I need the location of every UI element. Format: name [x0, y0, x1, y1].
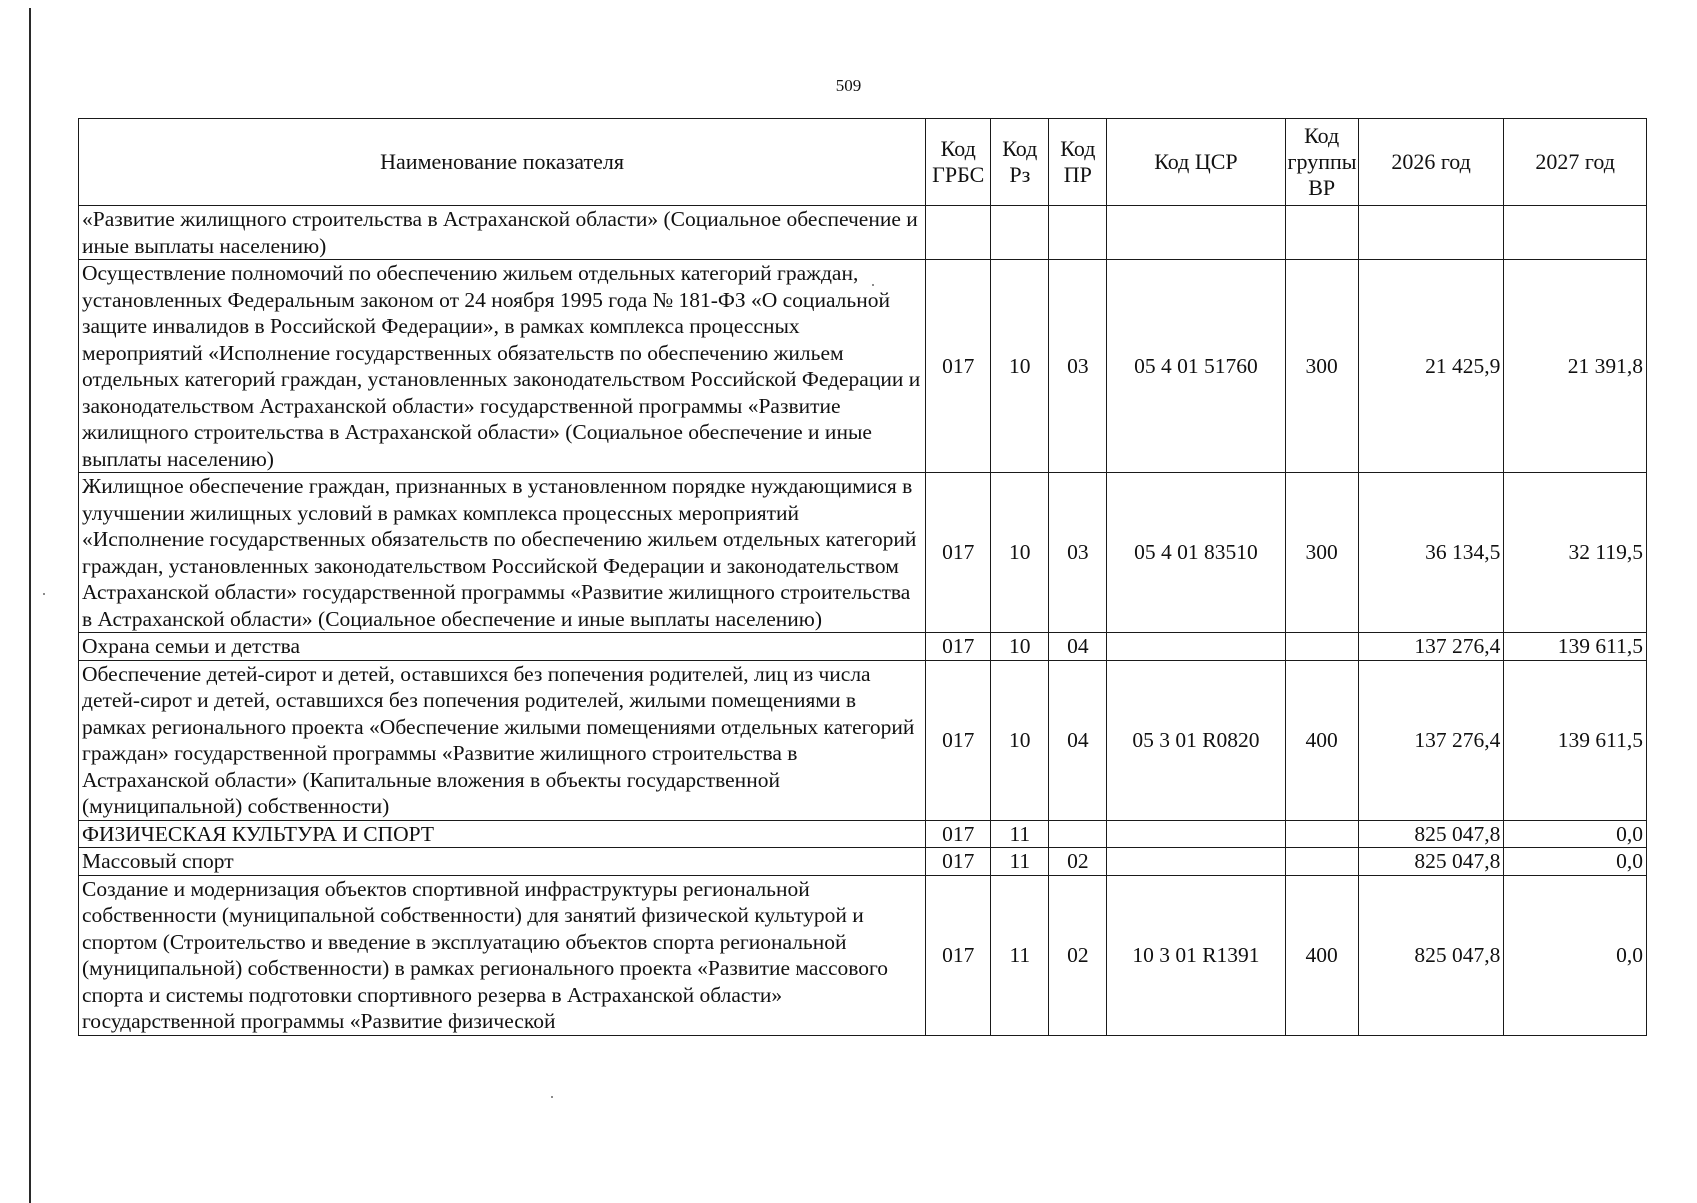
row-grbs: 017: [926, 660, 991, 820]
table-row: [79, 260, 1647, 473]
table-row: [79, 473, 1647, 633]
row-vr: 300: [1285, 473, 1358, 633]
row-rz: 10: [991, 473, 1049, 633]
row-grbs: [926, 206, 991, 260]
row-grbs: 017: [926, 260, 991, 473]
row-rz: 11: [991, 875, 1049, 1035]
row-rz: 10: [991, 633, 1049, 661]
row-grbs: 017: [926, 875, 991, 1035]
header-vr: Код группы ВР: [1285, 119, 1358, 206]
row-rz: 11: [991, 820, 1049, 848]
table-header-row: [79, 119, 1647, 206]
row-2026: 825 047,8: [1358, 875, 1504, 1035]
row-name: Создание и модернизация объектов спортивной инфраструктуры региональной собственности (муниципальной собственности) для занятий физической культурой и спортом (Строительство и введение в эксплуатацию объектов спорта региональной (муниципальной) собственности) в рамках регионального проекта «Развитие массового спорта и системы подготовки спортивного резерва в Астраханской области» государственной программы «Развитие физической: [79, 875, 926, 1035]
scan-speck: [43, 593, 45, 595]
row-vr: [1285, 206, 1358, 260]
header-csr: Код ЦСР: [1107, 119, 1285, 206]
row-name: ФИЗИЧЕСКАЯ КУЛЬТУРА И СПОРТ: [79, 820, 926, 848]
row-csr: [1107, 848, 1285, 876]
table-row: [79, 660, 1647, 820]
row-grbs: 017: [926, 848, 991, 876]
row-pr: 03: [1049, 260, 1107, 473]
row-grbs: 017: [926, 473, 991, 633]
row-grbs: 017: [926, 633, 991, 661]
row-2027: 21 391,8: [1504, 260, 1647, 473]
table-row: [79, 848, 1647, 876]
row-name: Обеспечение детей-сирот и детей, оставшихся без попечения родителей, лиц из числа детей-сирот и детей, оставшихся без попечения родителей, жилыми помещениями в рамках регионального проекта «Обеспечение жилыми помещениями отдельных категорий граждан» государственной программы «Развитие жилищного строительства в Астраханской области» (Капитальные вложения в объекты государственной (муниципальной) собственности): [79, 660, 926, 820]
header-grbs: Код ГРБС: [926, 119, 991, 206]
row-rz: 10: [991, 660, 1049, 820]
table-row: [79, 875, 1647, 1035]
row-csr: [1107, 633, 1285, 661]
row-2027: 0,0: [1504, 848, 1647, 876]
row-pr: 02: [1049, 848, 1107, 876]
row-vr: [1285, 633, 1358, 661]
table-row: [79, 820, 1647, 848]
row-pr: 04: [1049, 633, 1107, 661]
row-rz: 10: [991, 260, 1049, 473]
row-pr: 03: [1049, 473, 1107, 633]
row-2026: 137 276,4: [1358, 660, 1504, 820]
row-pr: [1049, 206, 1107, 260]
row-name: Охрана семьи и детства: [79, 633, 926, 661]
row-name: Массовый спорт: [79, 848, 926, 876]
header-rz: Код Рз: [991, 119, 1049, 206]
table-row: [79, 633, 1647, 661]
header-pr: Код ПР: [1049, 119, 1107, 206]
binding-edge-line: [29, 8, 31, 1203]
row-vr: 400: [1285, 875, 1358, 1035]
row-pr: 02: [1049, 875, 1107, 1035]
row-csr: 10 3 01 R1391: [1107, 875, 1285, 1035]
row-csr: 05 3 01 R0820: [1107, 660, 1285, 820]
row-csr: [1107, 206, 1285, 260]
page-number: 509: [835, 76, 862, 95]
row-csr: 05 4 01 83510: [1107, 473, 1285, 633]
row-pr: [1049, 820, 1107, 848]
header-2027: 2027 год: [1504, 119, 1647, 206]
budget-table: [78, 118, 1647, 1036]
row-pr: 04: [1049, 660, 1107, 820]
row-2026: 137 276,4: [1358, 633, 1504, 661]
row-2027: 139 611,5: [1504, 660, 1647, 820]
row-2026: 21 425,9: [1358, 260, 1504, 473]
row-2026: 825 047,8: [1358, 848, 1504, 876]
row-2027: 139 611,5: [1504, 633, 1647, 661]
row-2026: 36 134,5: [1358, 473, 1504, 633]
row-2026: 825 047,8: [1358, 820, 1504, 848]
row-vr: 400: [1285, 660, 1358, 820]
row-2027: [1504, 206, 1647, 260]
row-rz: 11: [991, 848, 1049, 876]
row-2026: [1358, 206, 1504, 260]
row-name: Жилищное обеспечение граждан, признанных в установленном порядке нуждающимися в улучшении жилищных условий в рамках комплекса процессных мероприятий «Исполнение государственных обязательств по обеспечению жильем отдельных категорий граждан, установленных законодательством Российской Федерации и законодательством Астраханской области» государственной программы «Развитие жилищного строительства в Астраханской области» (Социальное обеспечение и иные выплаты населению): [79, 473, 926, 633]
row-name: «Развитие жилищного строительства в Астраханской области» (Социальное обеспечение и иные выплаты населению): [79, 206, 926, 260]
table-row: [79, 206, 1647, 260]
row-name: Осуществление полномочий по обеспечению жильем отдельных категорий граждан, установленных Федеральным законом от 24 ноября 1995 года № 181-ФЗ «О социальной защите инвалидов в Российской Федерации», в рамках комплекса процессных мероприятий «Исполнение государственных обязательств по обеспечению жильем отдельных категорий граждан, установленных законодательством Российской Федерации и законодательством Астраханской области» государственной программы «Развитие жилищного строительства в Астраханской области» (Социальное обеспечение и иные выплаты населению): [79, 260, 926, 473]
row-2027: 0,0: [1504, 875, 1647, 1035]
row-vr: [1285, 848, 1358, 876]
header-name: Наименование показателя: [79, 119, 926, 206]
row-2027: 0,0: [1504, 820, 1647, 848]
table-body: [79, 206, 1647, 1036]
scan-speck: [551, 1096, 553, 1098]
row-2027: 32 119,5: [1504, 473, 1647, 633]
row-vr: 300: [1285, 260, 1358, 473]
row-rz: [991, 206, 1049, 260]
row-grbs: 017: [926, 820, 991, 848]
header-2026: 2026 год: [1358, 119, 1504, 206]
row-vr: [1285, 820, 1358, 848]
row-csr: 05 4 01 51760: [1107, 260, 1285, 473]
row-csr: [1107, 820, 1285, 848]
